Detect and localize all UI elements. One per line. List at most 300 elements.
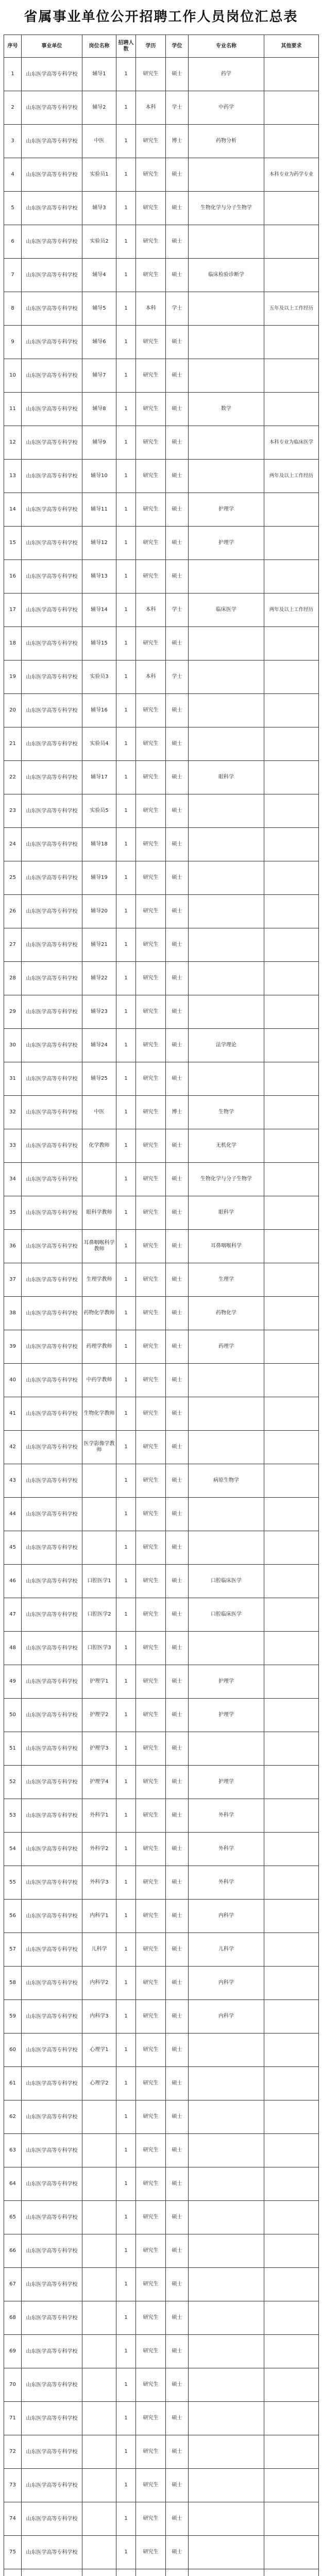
cell-degree: 硕士 [166,1431,189,1464]
cell-index: 20 [4,694,22,727]
cell-degree: 硕士 [166,2402,189,2435]
cell-major: 生物化学与分子生物学 [189,1163,264,1196]
cell-unit: 山东医学高等专科学校 [22,794,82,828]
table-row [4,1196,319,1230]
table-row [4,2569,319,2576]
cell-count: 1 [116,1699,136,1732]
cell-education: 研究生 [136,158,166,192]
cell-education: 研究生 [136,1766,166,1799]
cell-unit: 山东医学高等专科学校 [22,828,82,861]
cell-position: 辅导7 [82,359,116,393]
cell-major [189,1531,264,1565]
cell-other [264,1062,319,1096]
cell-degree: 硕士 [166,1699,189,1732]
cell-education: 研究生 [136,1900,166,1933]
cell-position: 辅导1 [82,58,116,91]
cell-major [189,225,264,259]
table-row [4,292,319,326]
cell-unit: 山东医学高等专科学校 [22,2502,82,2536]
cell-education: 研究生 [136,1330,166,1364]
table-row [4,828,319,861]
header-unit: 事业单位 [22,35,82,58]
cell-index: 55 [4,1866,22,1900]
cell-index: 43 [4,1464,22,1498]
cell-position: 辅导4 [82,259,116,292]
cell-degree: 硕士 [166,1665,189,1699]
cell-education: 研究生 [136,1431,166,1464]
cell-degree: 硕士 [166,225,189,259]
cell-other [264,225,319,259]
cell-position: 辅导9 [82,426,116,460]
cell-education: 研究生 [136,2402,166,2435]
cell-count: 1 [116,2402,136,2435]
table-row [4,1632,319,1665]
cell-count: 1 [116,1866,136,1900]
cell-degree: 硕士 [166,2201,189,2234]
page-title: 省属事业单位公开招聘工作人员岗位汇总表 [24,9,298,25]
cell-position: 内科学3 [82,2000,116,2033]
table-row [4,460,319,493]
cell-education: 研究生 [136,1699,166,1732]
cell-count: 1 [116,1096,136,1129]
cell-unit: 山东医学高等专科学校 [22,2167,82,2201]
cell-education: 研究生 [136,2301,166,2335]
cell-other [264,1431,319,1464]
cell-degree: 硕士 [166,527,189,560]
cell-other [264,58,319,91]
cell-index: 21 [4,727,22,761]
cell-index: 60 [4,2033,22,2067]
cell-index: 53 [4,1799,22,1833]
cell-education: 研究生 [136,393,166,426]
cell-position [82,2502,116,2536]
header-index: 序号 [4,35,22,58]
cell-count: 1 [116,527,136,560]
cell-unit: 山东医学高等专科学校 [22,91,82,125]
cell-count: 1 [116,2469,136,2502]
cell-major: 眼科学 [189,761,264,794]
table-row [4,1799,319,1833]
cell-count: 1 [116,1196,136,1230]
cell-position [82,2402,116,2435]
cell-major: 无机化学 [189,1129,264,1163]
cell-position: 医学影像学教师 [82,1431,116,1464]
cell-position: 外科学2 [82,1833,116,1866]
cell-major: 儿科学 [189,1933,264,1967]
cell-count: 1 [116,225,136,259]
cell-major [189,828,264,861]
table-row [4,1565,319,1598]
cell-unit: 山东医学高等专科学校 [22,861,82,895]
cell-unit: 山东医学高等专科学校 [22,1397,82,1431]
cell-index: 57 [4,1933,22,1967]
cell-index: 30 [4,1029,22,1062]
cell-position: 心理学1 [82,2033,116,2067]
cell-count: 1 [116,1833,136,1866]
cell-education: 研究生 [136,1397,166,1431]
cell-count: 1 [116,58,136,91]
cell-degree: 硕士 [166,2435,189,2469]
cell-index: 38 [4,1297,22,1330]
cell-unit: 山东医学高等专科学校 [22,895,82,928]
cell-other [264,326,319,359]
cell-major: 数学 [189,393,264,426]
cell-count: 1 [116,125,136,158]
cell-other [264,660,319,694]
cell-major: 病原生物学 [189,1464,264,1498]
cell-index: 69 [4,2335,22,2368]
cell-major: 药理学 [189,1330,264,1364]
cell-position: 辅导17 [82,761,116,794]
cell-count: 1 [116,1464,136,1498]
cell-education: 研究生 [136,1364,166,1397]
table-row [4,1263,319,1297]
cell-major: 中药学 [189,91,264,125]
cell-other [264,2234,319,2268]
cell-other [264,1531,319,1565]
table-row [4,2435,319,2469]
cell-position: 实验员2 [82,225,116,259]
cell-position [82,2167,116,2201]
cell-education: 研究生 [136,1933,166,1967]
table-row [4,2268,319,2301]
cell-other [264,1766,319,1799]
cell-other [264,1330,319,1364]
cell-count: 1 [116,2301,136,2335]
cell-position [82,2134,116,2167]
table-row [4,1096,319,1129]
cell-unit: 山东医学高等专科学校 [22,694,82,727]
cell-education: 本科 [136,660,166,694]
cell-unit: 山东医学高等专科学校 [22,2368,82,2402]
cell-other [264,995,319,1029]
cell-education: 研究生 [136,828,166,861]
cell-index: 34 [4,1163,22,1196]
cell-other [264,761,319,794]
cell-education: 研究生 [136,1230,166,1263]
cell-unit: 山东医学高等专科学校 [22,1699,82,1732]
cell-major [189,426,264,460]
cell-other: 两年及以上工作经历 [264,460,319,493]
cell-position [82,2536,116,2569]
cell-count: 1 [116,91,136,125]
table-row [4,393,319,426]
cell-position: 实验员4 [82,727,116,761]
cell-other [264,2134,319,2167]
cell-degree: 硕士 [166,1263,189,1297]
cell-other [264,694,319,727]
table-row [4,1364,319,1397]
cell-other [264,393,319,426]
cell-count: 1 [116,594,136,627]
cell-count: 1 [116,292,136,326]
cell-education: 研究生 [136,2234,166,2268]
cell-count: 1 [116,2033,136,2067]
cell-degree: 硕士 [166,861,189,895]
header-other: 其他要求 [264,35,319,58]
cell-education: 研究生 [136,1732,166,1766]
cell-other [264,1263,319,1297]
cell-major [189,158,264,192]
cell-position: 内科学1 [82,1900,116,1933]
cell-position: 辅导23 [82,995,116,1029]
cell-other [264,2067,319,2100]
table-row [4,560,319,594]
cell-position: 药理学教师 [82,1330,116,1364]
cell-other [264,1699,319,1732]
cell-education: 研究生 [136,2536,166,2569]
cell-major: 内科学 [189,2000,264,2033]
cell-unit: 山东医学高等专科学校 [22,1799,82,1833]
cell-education: 研究生 [136,2268,166,2301]
cell-major: 生理学 [189,1263,264,1297]
cell-unit: 山东医学高等专科学校 [22,594,82,627]
cell-position: 口腔医学3 [82,1632,116,1665]
cell-major [189,359,264,393]
cell-index: 18 [4,627,22,660]
cell-major [189,2569,264,2576]
cell-degree: 学士 [166,292,189,326]
cell-unit: 山东医学高等专科学校 [22,1531,82,1565]
cell-other [264,1799,319,1833]
cell-education: 研究生 [136,2033,166,2067]
table-row [4,594,319,627]
cell-index: 50 [4,1699,22,1732]
cell-degree: 硕士 [166,1632,189,1665]
cell-education: 研究生 [136,1799,166,1833]
cell-major [189,1062,264,1096]
cell-index: 72 [4,2435,22,2469]
cell-position: 眼科学教师 [82,1196,116,1230]
cell-index: 9 [4,326,22,359]
cell-other [264,91,319,125]
cell-education: 研究生 [136,326,166,359]
cell-education [136,2569,166,2576]
cell-count: 1 [116,1029,136,1062]
cell-index: 65 [4,2201,22,2234]
cell-major [189,2368,264,2402]
cell-unit: 山东医学高等专科学校 [22,1900,82,1933]
cell-education: 研究生 [136,861,166,895]
cell-major [189,2536,264,2569]
table-row [4,2100,319,2134]
cell-other [264,1665,319,1699]
cell-index: 23 [4,794,22,828]
cell-major: 口腔临床医学 [189,1598,264,1632]
table-row [4,895,319,928]
cell-count: 1 [116,895,136,928]
cell-index: 32 [4,1096,22,1129]
cell-count [116,2569,136,2576]
cell-other [264,2000,319,2033]
cell-position: 生物化学教师 [82,1397,116,1431]
cell-education: 研究生 [136,527,166,560]
cell-other [264,1866,319,1900]
cell-major: 护理学 [189,493,264,527]
cell-major [189,2469,264,2502]
cell-position [82,2435,116,2469]
cell-unit: 山东医学高等专科学校 [22,292,82,326]
cell-index: 16 [4,560,22,594]
cell-degree: 硕士 [166,2033,189,2067]
cell-major [189,326,264,359]
cell-education: 研究生 [136,2067,166,2100]
cell-index: 71 [4,2402,22,2435]
table-row [4,694,319,727]
cell-degree: 硕士 [166,2234,189,2268]
cell-education: 研究生 [136,794,166,828]
cell-position: 化学教师 [82,1129,116,1163]
cell-count: 1 [116,2268,136,2301]
cell-other [264,2435,319,2469]
cell-position [82,2268,116,2301]
cell-other: 本科专业为药学专业 [264,158,319,192]
cell-unit: 山东医学高等专科学校 [22,2301,82,2335]
cell-other [264,1833,319,1866]
cell-index: 46 [4,1565,22,1598]
cell-major: 护理学 [189,527,264,560]
cell-education: 研究生 [136,426,166,460]
cell-unit: 山东医学高等专科学校 [22,962,82,995]
cell-major: 法学理论 [189,1029,264,1062]
cell-position: 中医 [82,125,116,158]
cell-major: 眼科学 [189,1196,264,1230]
table-row [4,2502,319,2536]
table-row [4,727,319,761]
cell-index: 4 [4,158,22,192]
table-row [4,1029,319,1062]
cell-major: 内科学 [189,1967,264,2000]
cell-degree: 硕士 [166,1498,189,1531]
cell-unit: 山东医学高等专科学校 [22,460,82,493]
cell-education: 研究生 [136,460,166,493]
cell-position: 耳鼻咽喉科学教师 [82,1230,116,1263]
cell-index: 8 [4,292,22,326]
cell-unit: 山东医学高等专科学校 [22,359,82,393]
table-row [4,1598,319,1632]
cell-unit: 山东医学高等专科学校 [22,761,82,794]
cell-major: 临床医学 [189,594,264,627]
cell-other [264,1397,319,1431]
cell-education: 研究生 [136,2167,166,2201]
cell-count: 1 [116,326,136,359]
cell-unit: 山东医学高等专科学校 [22,1129,82,1163]
cell-education: 本科 [136,594,166,627]
cell-index: 58 [4,1967,22,2000]
cell-unit: 山东医学高等专科学校 [22,1163,82,1196]
cell-degree: 硕士 [166,928,189,962]
cell-unit: 山东医学高等专科学校 [22,1096,82,1129]
cell-count: 1 [116,1732,136,1766]
cell-position: 护理学4 [82,1766,116,1799]
cell-index: 26 [4,895,22,928]
cell-position: 内科学2 [82,1967,116,2000]
cell-major: 护理学 [189,1766,264,1799]
cell-index [4,2569,22,2576]
cell-degree: 学士 [166,594,189,627]
cell-index: 13 [4,460,22,493]
cell-count: 1 [116,2000,136,2033]
cell-degree: 硕士 [166,794,189,828]
cell-index: 47 [4,1598,22,1632]
cell-education: 研究生 [136,2000,166,2033]
cell-count: 1 [116,1062,136,1096]
cell-other [264,2201,319,2234]
cell-index: 59 [4,2000,22,2033]
table-row [4,2067,319,2100]
cell-other [264,1129,319,1163]
cell-position: 辅导20 [82,895,116,928]
cell-position: 辅导18 [82,828,116,861]
cell-other [264,2100,319,2134]
table-row [4,1933,319,1967]
table-row [4,225,319,259]
cell-unit: 山东医学高等专科学校 [22,560,82,594]
cell-education: 研究生 [136,1665,166,1699]
cell-degree: 硕士 [166,158,189,192]
cell-major [189,560,264,594]
cell-count: 1 [116,1230,136,1263]
cell-index: 1 [4,58,22,91]
cell-education: 研究生 [136,259,166,292]
cell-count: 1 [116,962,136,995]
cell-major: 口腔临床医学 [189,1565,264,1598]
cell-count: 1 [116,928,136,962]
cell-index: 41 [4,1397,22,1431]
cell-index: 63 [4,2134,22,2167]
cell-major: 药学 [189,58,264,91]
cell-unit: 山东医学高等专科学校 [22,2268,82,2301]
cell-other [264,1297,319,1330]
table-row [4,2033,319,2067]
cell-degree: 硕士 [166,1598,189,1632]
table-row [4,1297,319,1330]
table-row [4,794,319,828]
cell-major [189,2033,264,2067]
cell-education: 研究生 [136,1297,166,1330]
cell-other: 五年及以上工作经历 [264,292,319,326]
cell-degree: 硕士 [166,1464,189,1498]
cell-other [264,928,319,962]
cell-index: 54 [4,1833,22,1866]
cell-index: 37 [4,1263,22,1297]
cell-unit: 山东医学高等专科学校 [22,1431,82,1464]
cell-education: 研究生 [136,995,166,1029]
cell-degree: 硕士 [166,2335,189,2368]
cell-education: 研究生 [136,761,166,794]
table-row [4,426,319,460]
cell-major [189,2100,264,2134]
cell-education: 研究生 [136,895,166,928]
cell-other [264,2301,319,2335]
cell-unit: 山东医学高等专科学校 [22,493,82,527]
cell-other [264,2402,319,2435]
cell-count: 1 [116,259,136,292]
cell-education: 研究生 [136,2100,166,2134]
cell-unit: 山东医学高等专科学校 [22,393,82,426]
cell-degree: 硕士 [166,1330,189,1364]
table-row [4,2301,319,2335]
cell-other [264,962,319,995]
cell-position: 心理学2 [82,2067,116,2100]
cell-other [264,527,319,560]
cell-education: 研究生 [136,928,166,962]
cell-degree: 硕士 [166,393,189,426]
cell-major [189,292,264,326]
cell-count: 1 [116,2502,136,2536]
cell-other [264,2536,319,2569]
cell-major [189,1397,264,1431]
